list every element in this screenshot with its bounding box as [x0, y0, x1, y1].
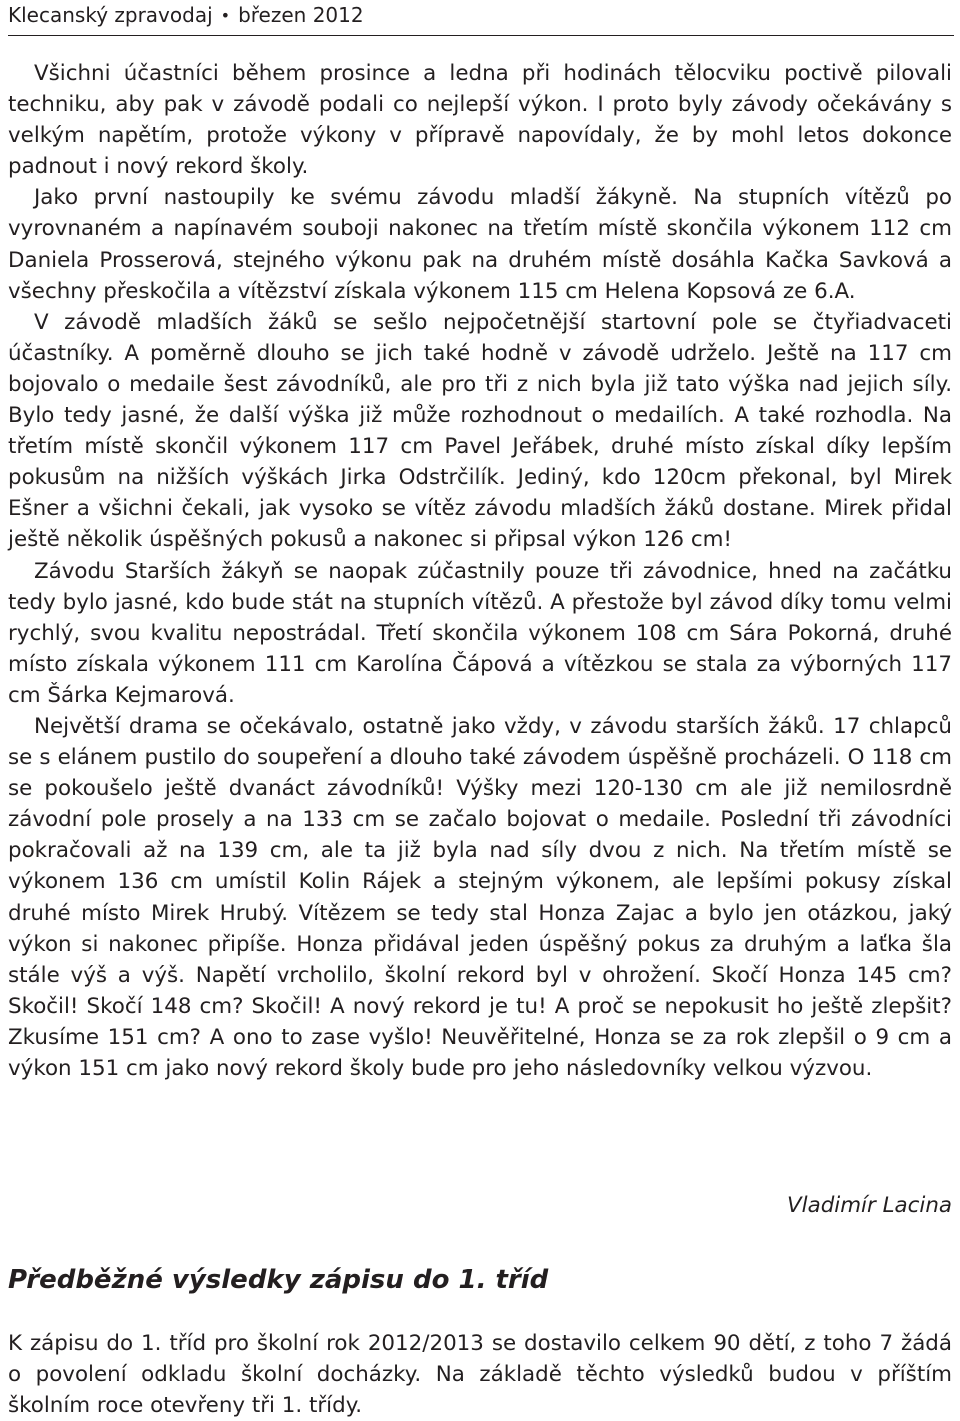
article-paragraph: Závodu Starších žákyň se naopak zúčastnily pouze tři závodnice, hned na začátku tedy bylo jasné, kdo bude stát na stupních vítězů. A přestože byl závod díky tomu velmi rychlý, svou kvalitu nepostrádal. Třetí skončila výkonem 108 cm Sára Pokorná, druhé místo získala výkonem 111 cm Karolína Čápová a vítězkou se stala za výborných 117 cm Šárka Kejmarová. [8, 558, 952, 708]
issue-date: březen 2012 [238, 3, 364, 27]
article-paragraph: Jako první nastoupily ke svému závodu mladší žákyně. Na stupních vítězů po vyrovnaném a napínavém souboji nakonec na třetím místě skončila výkonem 112 cm Daniela Prosserová, stejného výkonu pak na druhém místě dosáhla Kačka Savková a všechny přeskočila a vítězství získala výkonem 115 cm Helena Kopsová ze 6.A. [8, 185, 952, 304]
article-body [8, 58, 952, 1084]
section-body [8, 1328, 952, 1421]
header-separator: • [220, 6, 231, 25]
article-paragraph: Největší drama se očekávalo, ostatně jako vždy, v závodu starších žáků. 17 chlapců se s elánem pustilo do soupeření a dlouho také závodem úspěšně procházeli. O 118 cm se pokoušelo ještě dvanáct závodníků! Výšky mezi 120-130 cm ale již nemilosrdně závodní pole prosely a na 133 cm se začalo bojovat o medaile. Poslední tři závodníci pokračovali až na 139 cm, ale ta již byla nad síly dvou z nich. Na třetím místě se výkonem 136 cm umístil Kolin Rájek a stejným výkonem, ale lepšími pokusy získal druhé místo Mirek Hrubý. Vítězem se tedy stal Honza Zajac a bylo jen otázkou, jaký výkon si nakonec připíše. Honza přidával jeden úspěšný pokus za druhým a laťka šla stále výš a výš. Napětí vrcholilo, školní rekord byl v ohrožení. Skočí Honza 145 cm? Skočil! Skočí 148 cm? Skočil! A nový rekord je tu! A proč se nepokusit ho ještě zlepšit? Zkusíme 151 cm? A ono to zase vyšlo! Neuvěřitelné, Honza se za rok zlepšil o 9 cm a výkon 151 cm jako nový rekord školy bude pro jeho následovníky velkou výzvou. [8, 713, 952, 1081]
article-paragraph: V závodě mladších žáků se sešlo nejpočetnější startovní pole se čtyřiadvaceti účastníky. A poměrně dlouho se jich také hodně v závodě udrželo. Ještě na 117 cm bojovalo o medaile šest závodníků, ale pro tři z nich byla již tato výška nad jejich síly. Bylo tedy jasné, že další výška již může rozhodnout o medailích. A také rozhodla. Na třetím místě skončil výkonem 117 cm Pavel Jeřábek, druhé místo získal díky lepším pokusům na nižších výškách Jirka Odstrčilík. Jediný, kdo 120cm překonal, byl Mirek Ešner a všichni čekali, jak vysoko se vítěz závodu mladších žáků dostane. Mirek přidal ještě několik úspěšných pokusů a nakonec si připsal výkon 126 cm! [8, 309, 952, 553]
article-paragraph: Všichni účastníci během prosince a ledna při hodinách tělocviku poctivě pilovali techniku, aby pak v závodě podali co nejlepší výkon. I proto byly závody očekávány s velkým napětím, protože výkony v přípravě napovídaly, že by mohl letos dokonce padnout i nový rekord školy. [8, 61, 952, 180]
publication-name: Klecanský zpravodaj [8, 3, 213, 27]
article-author: Vladimír Lacina [787, 1193, 952, 1218]
section-paragraph: K zápisu do 1. tříd pro školní rok 2012/2013 se dostavilo celkem 90 dětí, z toho 7 žádá o povolení odkladu školní docházky. Na základě těchto výsledků budou v příštím školním roce otevřeny tři 1. třídy. [8, 1331, 952, 1419]
page-header [8, 2, 954, 36]
section-heading: Předběžné výsledky zápisu do 1. tříd [8, 1265, 549, 1295]
